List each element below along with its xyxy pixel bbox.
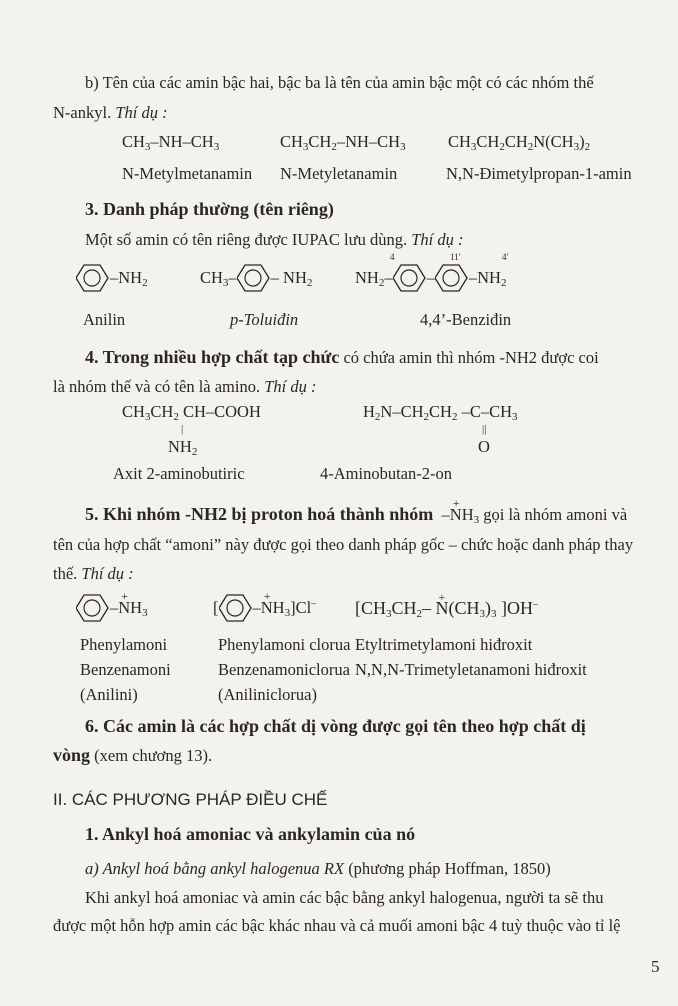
part2-para1: Khi ankyl hoá amoniac và amin các bậc bằng ankyl halogenua, người ta sẽ thu [85,888,604,907]
bond: | [181,423,184,435]
example-label: Thí dụ : [115,103,168,122]
benzene-ring-icon [219,594,253,624]
section5-line1: 5. Khi nhóm -NH2 bị proton hoá thành nhóm –+ $NH_3$ gọi là nhóm amoni và [85,505,627,524]
part2-sub1: 1. Ankyl hoá amoniac và ankylamin của nó [85,824,416,844]
text: gọi là nhóm amoni và [483,505,628,524]
benzene-ring-icon [393,264,427,294]
text: (xem chương 13). [94,746,213,765]
name: Phenylamoni clorua [218,635,351,654]
name: 4,4’-Benziđin [420,310,512,329]
section-b-line2 [53,103,168,122]
section5-line3 [53,564,134,583]
toluidine-structure: $CH_3- - NH_2$ [200,264,312,294]
benzidine-structure: $NH_2- - -NH_2$ [355,264,506,294]
section3-heading: 3. Danh pháp thường (tên riêng) [85,199,334,219]
example-label: Thí dụ : [81,564,134,583]
name: Etyltrimetylamoni hiđroxit [355,635,533,654]
name: (Anilini) [80,685,138,704]
locant: 11' [450,252,461,262]
name: Axit 2-aminobutiric [113,464,245,483]
benzene-ring-icon [76,594,110,624]
formula-aminobutanone: $H_2N-CH_2CH_2$ $-C-CH_3$ [363,402,518,423]
name: Phenylamoni [80,635,168,654]
formula-aminobutyric: $CH_3CH_2$ CH–COOH [122,402,261,423]
name: Anilin [83,310,126,329]
section5-line2: tên của hợp chất “amoni” này được gọi theo danh pháp gốc – chức hoặc danh pháp thay [53,535,634,554]
benzene-ring-icon [76,264,110,294]
section5-heading: 5. Khi nhóm -NH2 bị proton hoá thành nhóm [85,504,434,524]
text: a) Ankyl hoá bằng ankyl halogenua RX [85,859,345,878]
name: N-Metyletanamin [280,164,398,183]
locant: 4' [502,252,509,262]
oxygen: O [478,437,490,456]
text: (phương pháp Hoffman, 1850) [348,859,551,878]
benzene-ring-icon [237,264,271,294]
section6-line2 [53,746,212,765]
ethyltrimethylammonium-structure: [$CH_3CH_2- + N(CH_3)_3$ ]OH– [355,598,538,619]
formula-dimethylpropylamine: $CH_3CH_2CH_2N(CH_3)_2$ [448,132,591,153]
double-bond: || [482,423,487,435]
name: Benzenamoniclorua [218,660,350,679]
section3-text [85,230,463,249]
phenylammonium-chloride-structure: [ –+ $NH_3]Cl^-$ [213,594,316,624]
name: 4-Aminobutan-2-on [320,464,452,483]
name: (Aniliniclorua) [218,685,317,704]
section4-heading: 4. Trong nhiều hợp chất tạp chức [85,347,340,367]
name: p-Toluiđin [230,310,299,329]
text: Một số amin có tên riêng được IUPAC lưu dùng. [85,230,408,249]
section4-line2 [53,377,317,396]
text: thế. [53,564,78,583]
example-label: Thí dụ : [264,377,317,396]
text: có chứa amin thì nhóm -NH2 được coi [343,348,599,367]
text: N-ankyl. [53,103,112,122]
example-label: Thí dụ : [411,230,464,249]
name: Benzenamoni [80,660,171,679]
names-col2 [218,632,350,707]
section4-line1 [85,348,599,367]
formula-ethylmethylamine: $CH_3CH_2-NH-CH_3$ [280,132,406,153]
phenylammonium-structure: –+ $NH_3$ [76,594,148,624]
aniline-structure: $-NH_2$ [76,264,148,294]
locant: 4 [390,252,395,262]
section6-heading: 6. Các amin là các hợp chất dị vòng được gọi tên theo hợp chất dị [85,716,586,736]
formula-dimethylamine: $CH_3-NH-CH_3$ [122,132,220,153]
names-col1 [80,632,171,707]
part2-heading: II. CÁC PHƯƠNG PHÁP ĐIỀU CHẾ [53,790,328,809]
amino-group: $NH_2$ [168,437,198,458]
name: N,N,N-Trimetyletanamoni hiđroxit [355,660,587,679]
part2-para2: được một hỗn hợp amin các bậc khác nhau và cả muối amoni bậc 4 tuỳ thuộc vào tỉ lệ [53,916,621,935]
names-col3 [355,632,587,682]
page-number: 5 [651,957,660,976]
name: N-Metylmetanamin [122,164,253,183]
text: vòng [53,745,91,765]
part2-sub-a [85,859,551,878]
name: N,N-Đimetylpropan-1-amin [446,164,632,183]
section-b-line1: b) Tên của các amin bậc hai, bậc ba là tên của amin bậc một có các nhóm thế [85,73,594,92]
benzene-ring-icon [435,264,469,294]
text: là nhóm thế và có tên là amino. [53,377,261,396]
